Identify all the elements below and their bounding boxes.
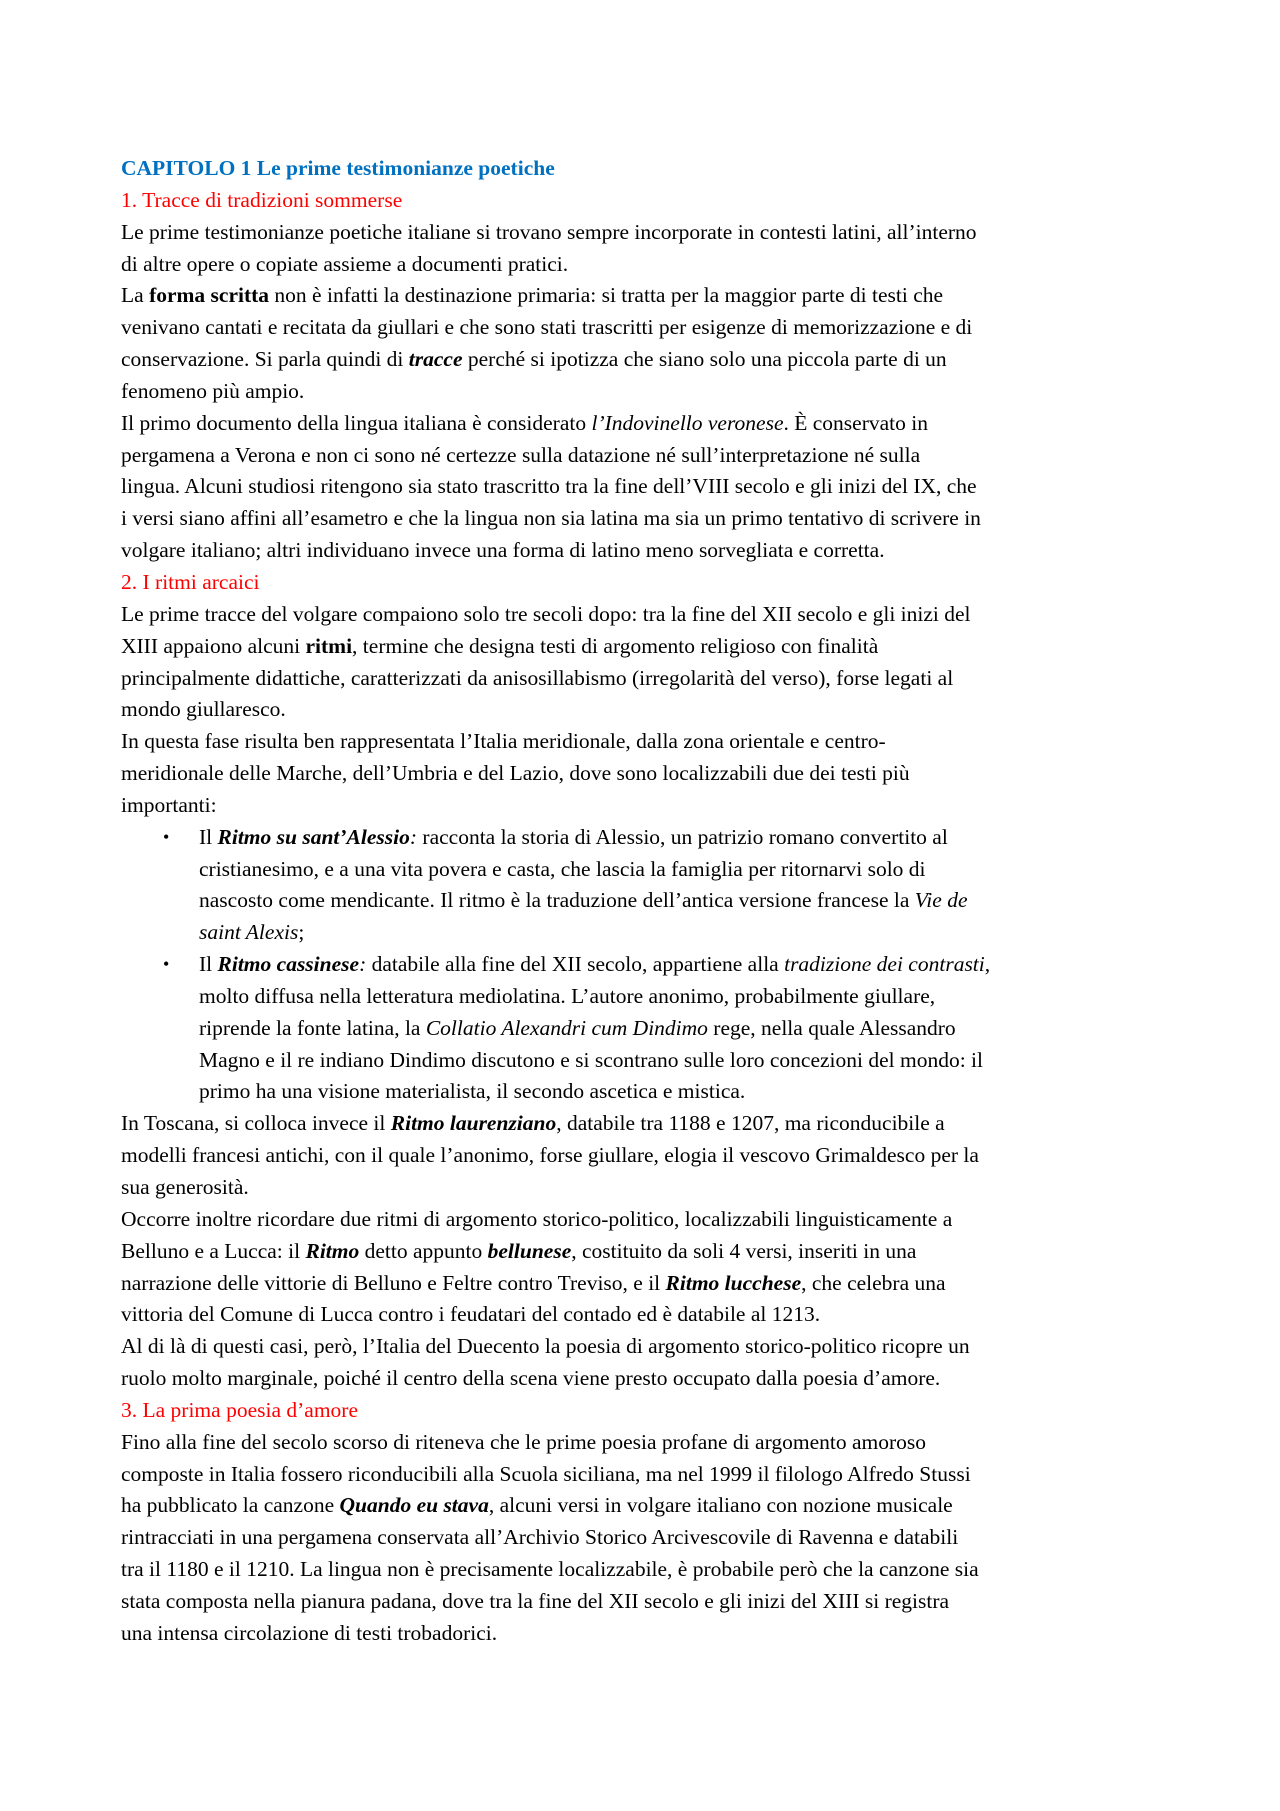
text-run: sua generosità. <box>121 1175 249 1199</box>
paragraph <box>121 1427 1181 1650</box>
paragraph <box>121 1331 1181 1395</box>
text-run: stata composta nella pianura padana, dove tra la fine del XII secolo e gli inizi del XIII si registra <box>121 1588 950 1613</box>
text-line <box>121 1427 1181 1459</box>
text-run: La <box>121 283 150 308</box>
text-run: mondo giullaresco. <box>121 697 286 722</box>
paragraph <box>121 1108 1181 1204</box>
emphasis-run: tradizione dei contrasti <box>784 952 985 977</box>
text-line <box>121 440 1181 472</box>
text-run: modelli francesi antichi, con il quale l’anonimo, forse giullare, elogia il vescovo Grimaldesco per la <box>121 1143 979 1168</box>
text-run: fenomeno più ampio. <box>121 378 305 403</box>
text-run: ruolo molto marginale, poiché il centro della scena viene presto occupato dalla poesia d’amore. <box>121 1366 941 1391</box>
list-item <box>121 949 1181 1108</box>
text-line <box>121 1299 1181 1331</box>
text-line <box>121 1618 1181 1650</box>
text-run: principalmente didattiche, caratterizzati da anisosillabismo (irregolarità del verso), forse legati al <box>121 665 954 690</box>
emphasis-run: tracce <box>408 347 463 372</box>
text-run: racconta la storia di Alessio, un patrizio romano convertito al <box>417 824 948 849</box>
text-line <box>121 376 1181 408</box>
text-run: detto appunto <box>359 1238 488 1263</box>
text-run: meridionale delle Marche, dell’Umbria e del Lazio, dove sono localizzabili due dei testi più <box>121 761 910 786</box>
text-run: rintracciati in una pergamena conservata all’Archivio Storico Arcivescovile di Ravenna e databili <box>121 1525 959 1550</box>
text-line <box>121 1236 1181 1268</box>
text-run: nascosto come mendicante. Il ritmo è la traduzione dell’antica versione francese la <box>199 888 915 913</box>
text-run: Le prime tracce del volgare compaiono solo tre secoli dopo: tra la fine del XII secolo e gli inizi del <box>121 601 971 626</box>
text-line <box>121 280 1181 312</box>
text-line <box>121 535 1181 567</box>
text-run: , costituito da soli 4 versi, inseriti in una <box>571 1238 917 1263</box>
chapter-title: CAPITOLO 1 Le prime testimonianze poetiche <box>121 156 555 180</box>
text-run: Le prime testimonianze poetiche italiane si trovano sempre incorporate in contesti latini, all’interno <box>121 219 977 244</box>
text-run: ; <box>298 920 305 945</box>
paragraph <box>121 408 1181 567</box>
text-run: tra il 1180 e il 1210. La lingua non è precisamente localizzabile, è probabile però che la canzone sia <box>121 1557 979 1582</box>
text-line <box>199 1076 1181 1108</box>
text-run: databile alla fine del XII secolo, appartiene alla <box>366 952 785 977</box>
text-line <box>121 694 1181 726</box>
text-line <box>121 503 1181 535</box>
emphasis-run: : <box>359 952 367 977</box>
text-run: Occorre inoltre ricordare due ritmi di argomento storico-politico, localizzabili linguisticamente a <box>121 1206 953 1231</box>
text-line <box>121 1522 1181 1554</box>
text-line <box>121 599 1181 631</box>
text-run: importanti: <box>121 792 217 817</box>
bullet-icon: • <box>163 954 170 975</box>
text-line <box>199 949 1181 981</box>
text-run: Fino alla fine del secolo scorso di riteneva che le prime poesia profane di argomento amoroso <box>121 1429 927 1454</box>
text-run: Il primo documento della lingua italiana è considerato <box>121 410 592 435</box>
text-line <box>199 1045 1181 1077</box>
emphasis-run: ritmi <box>305 633 353 658</box>
text-run: primo ha una visione materialista, il secondo ascetica e mistica. <box>199 1079 746 1104</box>
text-run: In questa fase risulta ben rappresentata l’Italia meridionale, dalla zona orientale e centro- <box>121 729 886 754</box>
emphasis-run: Collatio Alexandri cum Dindimo <box>425 1015 708 1040</box>
text-run: i versi siano affini all’esametro e che la lingua non sia latina ma sia un primo tentativo di scrivere in <box>121 506 981 531</box>
text-line <box>121 1108 1181 1140</box>
text-run: , <box>984 952 991 977</box>
text-run: conservazione. Si parla quindi di <box>121 347 409 372</box>
text-run: , termine che designa testi di argomento religioso con finalità <box>352 633 879 658</box>
text-line <box>199 854 1181 886</box>
emphasis-run: bellunese <box>487 1238 572 1263</box>
paragraph <box>121 599 1181 726</box>
emphasis-run: forma scritta <box>149 283 270 308</box>
text-run: , databile tra 1188 e 1207, ma riconducibile a <box>556 1111 945 1136</box>
text-run: molto diffusa nella letteratura mediolatina. L’autore anonimo, probabilmente giullare, <box>199 983 936 1008</box>
emphasis-run: Quando eu stava <box>339 1493 489 1518</box>
text-run: vittoria del Comune di Lucca contro i feudatari del contado ed è databile al 1213. <box>121 1302 821 1327</box>
text-line <box>121 344 1181 376</box>
emphasis-run: saint Alexis <box>199 920 299 945</box>
text-line <box>121 217 1181 249</box>
text-line <box>121 1586 1181 1618</box>
list-item <box>121 822 1181 949</box>
text-run: Il <box>199 952 218 977</box>
text-run: Magno e il re indiano Dindimo discutono e si scontrano sulle loro concezioni del mondo: il <box>199 1047 984 1072</box>
section-heading: 1. Tracce di tradizioni sommerse <box>121 187 403 212</box>
text-run: lingua. Alcuni studiosi ritengono sia stato trascritto tra la fine dell’VIII secolo e gli inizi del IX, che <box>121 474 977 499</box>
emphasis-run: Ritmo <box>305 1238 360 1263</box>
document-body <box>121 185 1181 1650</box>
section-heading: 3. La prima poesia d’amore <box>121 1397 359 1422</box>
text-line <box>121 663 1181 695</box>
text-run: volgare italiano; altri individuano invece una forma di latino meno sorvegliata e corretta. <box>121 538 885 563</box>
text-run: narrazione delle vittorie di Belluno e Feltre contro Treviso, e il <box>121 1270 666 1295</box>
text-run: Belluno e a Lucca: il <box>121 1238 306 1263</box>
paragraph <box>121 217 1181 281</box>
text-run: XIII appaiono alcuni <box>121 633 306 658</box>
text-run: Al di là di questi casi, però, l’Italia del Duecento la poesia di argomento storico-politico ricopre un <box>121 1334 970 1359</box>
emphasis-run: Ritmo cassinese <box>217 952 360 977</box>
text-line <box>121 1268 1181 1300</box>
text-line <box>121 790 1181 822</box>
text-line <box>121 471 1181 503</box>
emphasis-run: Ritmo laurenziano <box>390 1111 557 1136</box>
document-page <box>121 153 1181 1650</box>
text-line <box>121 1172 1181 1204</box>
text-run: venivano cantati e recitata da giullari e che sono stati trascritti per esigenze di memorizzazione e di <box>121 315 973 340</box>
text-run: rege, nella quale Alessandro <box>707 1015 956 1040</box>
text-run: pergamena a Verona e non ci sono né certezze sulla datazione né sull’interpretazione né sulla <box>121 442 921 467</box>
text-run: riprende la fonte latina, la <box>199 1015 426 1040</box>
emphasis-run: Ritmo lucchese <box>665 1270 802 1295</box>
text-line <box>121 1331 1181 1363</box>
text-line <box>121 1204 1181 1236</box>
text-line <box>121 1140 1181 1172</box>
paragraph <box>121 1204 1181 1331</box>
text-line <box>121 1459 1181 1491</box>
text-line <box>121 1363 1181 1395</box>
text-line <box>121 726 1181 758</box>
text-line <box>121 631 1181 663</box>
text-run: non è infatti la destinazione primaria: si tratta per la maggior parte di testi che <box>269 283 944 308</box>
text-run: ha pubblicato la canzone <box>121 1493 340 1518</box>
text-run: . È conservato in <box>783 410 928 435</box>
text-run: di altre opere o copiate assieme a documenti pratici. <box>121 251 569 276</box>
text-line <box>199 917 1181 949</box>
emphasis-run: : <box>409 824 418 849</box>
text-line <box>121 1554 1181 1586</box>
text-run: una intensa circolazione di testi trobadorici. <box>121 1620 498 1645</box>
text-run: perché si ipotizza che siano solo una piccola parte di un <box>462 347 947 372</box>
paragraph <box>121 280 1181 407</box>
text-line <box>199 1013 1181 1045</box>
text-line <box>121 758 1181 790</box>
paragraph <box>121 726 1181 822</box>
emphasis-run: Ritmo su sant’Alessio <box>217 824 410 849</box>
text-run: , che celebra una <box>801 1270 946 1295</box>
text-run: Il <box>199 824 218 849</box>
bullet-icon: • <box>163 826 170 847</box>
text-line <box>199 981 1181 1013</box>
emphasis-run: Vie de <box>914 888 968 913</box>
text-run: cristianesimo, e a una vita povera e casta, che lascia la famiglia per ritornarvi solo di <box>199 856 926 881</box>
text-run: composte in Italia fossero riconducibili alla Scuola siciliana, ma nel 1999 il filologo Alfredo Stussi <box>121 1461 971 1486</box>
text-line <box>121 1490 1181 1522</box>
section-heading: 2. I ritmi arcaici <box>121 569 260 594</box>
text-line <box>121 249 1181 281</box>
text-line <box>199 822 1181 854</box>
emphasis-run: l’Indovinello veronese <box>591 410 784 435</box>
text-line <box>121 408 1181 440</box>
text-line <box>121 312 1181 344</box>
text-run: In Toscana, si colloca invece il <box>121 1111 391 1136</box>
text-run: , alcuni versi in volgare italiano con nozione musicale <box>488 1493 953 1518</box>
text-line <box>199 885 1181 917</box>
